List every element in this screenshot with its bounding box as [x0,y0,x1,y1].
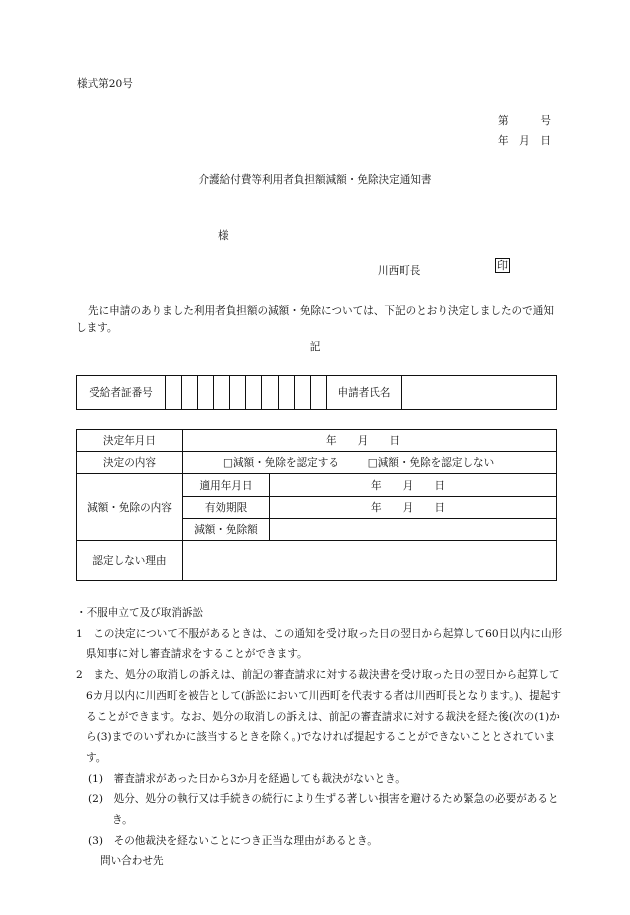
seal-mark: 印 [497,259,508,272]
decision-date-label: 決定年月日 [77,430,183,452]
reduction-content-label: 減額・免除の内容 [77,474,183,541]
cert-digit-cell[interactable] [246,376,262,410]
intro-paragraph: 先に申請のありました利用者負担額の減額・免除については、下記のとおり決定しましたので通知します。 [76,305,554,334]
cert-digit-cell[interactable] [198,376,214,410]
form-number: 様式第20号 [77,78,133,90]
issuer-name: 川西町長 [378,265,421,277]
cert-digit-cell[interactable] [279,376,295,410]
note-sub-3: (3) その他裁決を経ないことにつき正当な理由があるとき。 [88,834,378,847]
applicable-date-label: 適用年月日 [183,474,270,497]
document-date: 年 月 日 [498,135,551,147]
contact-label: 問い合わせ先 [100,855,164,868]
reason-value[interactable] [183,541,557,581]
decision-table [76,429,557,581]
decision-date-value[interactable]: 年 月 日 [183,430,557,452]
document-number: 第 号 [498,115,551,127]
cert-number-label: 受給者証番号 [77,376,166,410]
note-item-2: 2 また、処分の取消しの訴えは、前記の審査請求に対する裁決書を受け取った日の翌日から起算して6カ月以内に川西町を被告として(訴訟において川西町を代表する者は川西町長となります。)、提起することができます。なお、処分の取消しの訴えは、前記の審査請求に対する裁決を経た後(次の(1)から(3)までのいずれかに該当するときを除く。)でなければ提起することができないこととされています。 [76,669,561,764]
notes-section [76,603,566,872]
cert-digit-cell[interactable] [214,376,230,410]
recipient-table [76,375,557,410]
note-sub-2: (2) 処分、処分の執行又は手続きの続行により生ずる著しい損害を避けるため緊急の必要があるとき。 [88,793,559,827]
cert-digit-cell[interactable] [262,376,279,410]
note-sub-1: (1) 審査請求があった日から3か月を経過しても裁決がないとき。 [88,772,406,785]
notes-heading: ・不服申立て及び取消訴訟 [76,607,204,619]
reduction-amount-value[interactable] [270,519,557,541]
decision-content-label: 決定の内容 [77,452,183,474]
addressee-suffix: 様 [218,230,229,242]
cert-digit-cell[interactable] [166,376,182,410]
note-item-1: 1 この決定について不服があるときは、この通知を受け取った日の翌日から起算して60日以内に山形県知事に対し審査請求をすることができます。 [76,627,563,661]
cert-digit-cell[interactable] [295,376,311,410]
decision-options [183,452,557,474]
reduction-amount-label: 減額・免除額 [183,519,270,541]
cert-digit-cell[interactable] [230,376,246,410]
option-approve-checkbox[interactable]: □減額・免除を認定する [223,457,339,469]
document-title: 介護給付費等利用者負担額減額・免除決定通知書 [198,174,432,186]
ki-heading: 記 [309,341,321,353]
applicable-date-value[interactable]: 年 月 日 [270,474,557,497]
applicant-name-cell[interactable] [402,376,557,410]
valid-period-label: 有効期限 [183,497,270,519]
option-deny-checkbox[interactable]: □減額・免除を認定しない [367,457,495,469]
reason-label: 認定しない理由 [77,541,183,581]
cert-digit-cell[interactable] [311,376,327,410]
valid-period-value[interactable]: 年 月 日 [270,497,557,519]
applicant-name-label: 申請者氏名 [327,376,402,410]
cert-digit-cell[interactable] [182,376,198,410]
